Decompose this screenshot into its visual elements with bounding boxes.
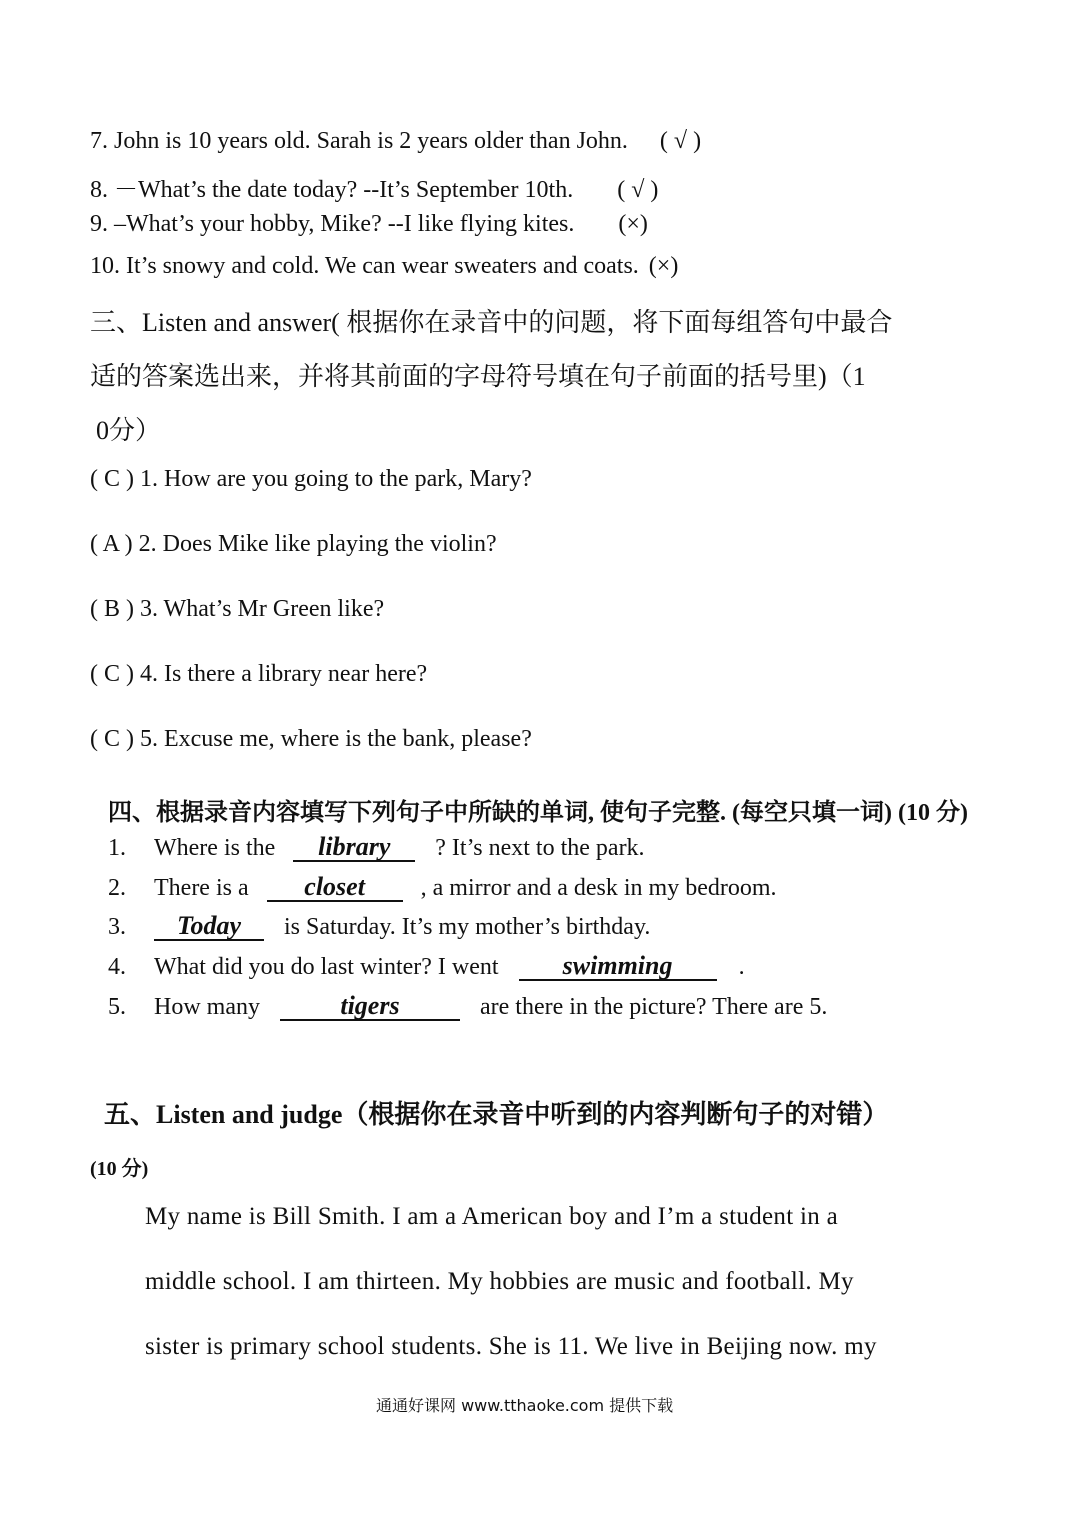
fill-item-before: How many: [154, 994, 260, 1020]
section3-question-4: ( C ) 4. Is there a library near here?: [90, 661, 428, 687]
tf-item-8: [90, 169, 658, 204]
section3-question-3: ( B ) 3. What’s Mr Green like?: [90, 596, 385, 622]
fill-blank-answer: closet: [267, 874, 403, 902]
fill-item-after: are there in the picture? There are 5.: [479, 994, 828, 1020]
passage-line-2: middle school. I am thirteen. My hobbies are music and football. My: [145, 1268, 854, 1295]
fill-blank-answer: library: [293, 834, 415, 862]
tf-item-text: 10. It’s snowy and cold. We can wear sweaters and coats.: [90, 253, 639, 279]
tf-item-mark: (×): [618, 211, 648, 237]
fill-item-3: [108, 913, 650, 941]
fill-item-1: [108, 834, 645, 862]
fill-item-before: Where is the: [154, 835, 276, 861]
passage-line-1: My name is Bill Smith. I am a American boy and I’m a student in a: [145, 1203, 838, 1230]
fill-item-number: 3.: [108, 914, 126, 940]
fill-item-number: 2.: [108, 875, 126, 901]
fill-item-after: ? It’s next to the park.: [435, 835, 645, 861]
section4-heading: 四、根据录音内容填写下列句子中所缺的单词, 使句子完整. (每空只填一词) (10 分): [108, 800, 968, 826]
section3-question-2: ( A ) 2. Does Mike like playing the violin?: [90, 531, 497, 557]
tf-item-9: [90, 211, 648, 238]
fill-blank-answer: Today: [154, 913, 264, 941]
fill-item-4: [108, 953, 745, 981]
fill-item-after: .: [738, 954, 745, 980]
section5-score: (10 分): [90, 1158, 149, 1180]
fill-item-before: What did you do last winter? I went: [154, 954, 499, 980]
fill-item-5: [108, 993, 827, 1021]
fill-item-number: 1.: [108, 835, 126, 861]
page-footer: 通通好课网 www.tthaoke.com 提供下载: [376, 1396, 674, 1415]
tf-item-text: 8. －What’s the date today? --It’s September 10th.: [90, 177, 574, 203]
fill-item-number: 4.: [108, 954, 126, 980]
section5-heading: 五、Listen and judge（根据你在录音中听到的内容判断句子的对错）: [104, 1100, 889, 1129]
fill-item-after: , a mirror and a desk in my bedroom.: [420, 875, 777, 901]
section3-instruction-line2: 适的答案选出来，并将其前面的字母符号填在句子前面的括号里)（1: [90, 362, 866, 391]
passage-line-3: sister is primary school students. She is 11. We live in Beijing now. my: [145, 1333, 877, 1360]
section3-question-5: ( C ) 5. Excuse me, where is the bank, please?: [90, 726, 532, 752]
fill-blank-answer: tigers: [280, 993, 460, 1021]
tf-item-mark: ( √ ): [659, 128, 702, 154]
fill-item-2: [108, 874, 777, 902]
tf-item-mark: ( √ ): [617, 177, 659, 203]
fill-item-before: There is a: [154, 875, 249, 901]
tf-item-text: 7. John is 10 years old. Sarah is 2 years older than John.: [90, 128, 628, 154]
tf-item-7: [90, 128, 701, 155]
section3-question-1: ( C ) 1. How are you going to the park, Mary?: [90, 466, 532, 492]
tf-item-mark: (×): [648, 253, 679, 279]
tf-item-text: 9. –What’s your hobby, Mike? --I like flying kites.: [90, 211, 575, 237]
fill-item-after: is Saturday. It’s my mother’s birthday.: [284, 914, 651, 940]
section3-instruction-line3: 0分）: [96, 416, 162, 445]
tf-item-10: [90, 253, 678, 280]
fill-item-number: 5.: [108, 994, 126, 1020]
fill-blank-answer: swimming: [519, 953, 717, 981]
section3-instruction-line1: 三、Listen and answer( 根据你在录音中的问题，将下面每组答句中最合: [90, 308, 893, 337]
